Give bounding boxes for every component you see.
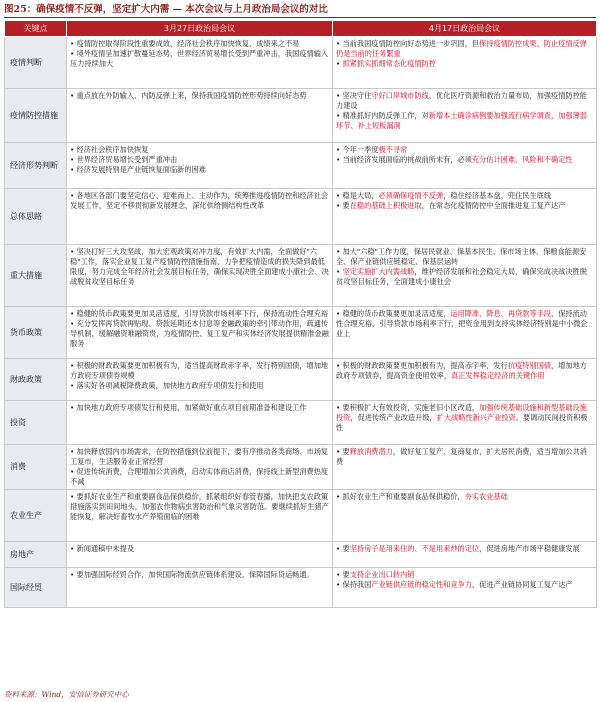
row-key-cell: 房地产 <box>5 542 67 568</box>
table-row <box>5 568 597 608</box>
april-bullet <box>336 59 593 69</box>
highlighted-text: 新增本土确诊病例要加强流行病学调查，加强薄弱环节、补上短板漏洞 <box>336 111 587 130</box>
column-header-key: 关键点 <box>5 21 67 37</box>
march-bullet: • 经济发展特别是产业链恢复面临新的困难 <box>70 165 329 175</box>
row-key-cell: 农业生产 <box>5 490 67 542</box>
highlighted-text: 释放消费潜力 <box>349 447 393 456</box>
body-text: 保持我国 <box>342 580 372 589</box>
table-row <box>5 359 597 401</box>
body-text: 当前我国疫情防控向好态势进一步巩固，但 <box>342 39 480 48</box>
row-key-cell: 总体思路 <box>5 189 67 245</box>
april-cell <box>333 542 597 568</box>
row-key-cell: 疫情判断 <box>5 37 67 89</box>
highlighted-text: 坚定实施扩大内需战略 <box>342 267 415 276</box>
april-bullet <box>336 191 593 201</box>
highlighted-text: 夯实农业基础 <box>464 492 508 501</box>
body-text: 加大"六稳"工作力度，保居民就业、保基本民生、保市场主体、保粮食能源安全、保产业链供应链稳定、保基层运转 <box>336 247 587 266</box>
march-bullet: • 世界经济贸易增长受到严重冲击 <box>70 155 329 165</box>
body-text: ，优化医疗资源和救治力量布局，加强疫情防控能力建设 <box>336 91 587 110</box>
highlighted-text: 扩大战略性新兴产业投资 <box>436 413 516 422</box>
highlighted-text: 抗疫特别国债 <box>507 361 551 370</box>
march-bullet: • 要加强国际经贸合作，加快国际物流供应链体系建设，保障国际货运畅通。 <box>70 570 329 580</box>
table-row <box>5 490 597 542</box>
body-text: 要 <box>342 201 350 210</box>
highlighted-text: 运用降准、降息、再贷款等手段 <box>450 309 551 318</box>
row-key-cell: 消费 <box>5 445 67 490</box>
april-bullet <box>336 447 593 467</box>
april-bullet <box>336 403 593 433</box>
april-cell <box>333 189 597 245</box>
march-bullet: • 充分发挥再贷款再贴现、贷款延期还本付息等金融政策的牵引带动作用，疏通传导机制，缓解融资难融资贵，为疫情防控、复工复产和实体经济发展提供精准金融服务 <box>70 319 329 349</box>
april-cell <box>333 143 597 189</box>
march-bullet: • 要抓好农业生产和重要副食品保供稳价，抓紧组织好春管春播，加快把支农政策措施落实到田间地头，加强农作物病虫害防治和气象灾害防范。要继续抓好生猪产能恢复，解决好畜牧水产养殖面临的困难 <box>70 492 329 522</box>
body-text: 当前经济发展面临的挑战前所未有，必须 <box>342 155 472 164</box>
april-bullet <box>336 361 593 381</box>
march-cell <box>67 490 333 542</box>
body-text: 要 <box>342 447 350 456</box>
body-text: 抓好农业生产和重要副食品保供稳价， <box>342 492 465 501</box>
row-key-cell: 财政政策 <box>5 359 67 401</box>
april-cell <box>333 401 597 445</box>
march-cell <box>67 143 333 189</box>
body-text: ，在常态化疫情防控中全面推进复工复产达产 <box>421 201 566 210</box>
table-row <box>5 307 597 359</box>
april-bullet <box>336 91 593 111</box>
body-text: 要 <box>342 570 350 579</box>
body-text: 要 <box>342 544 350 553</box>
body-text: 稳健的货币政策要更加灵活适度， <box>342 309 451 318</box>
april-cell <box>333 307 597 359</box>
table-body <box>5 37 597 608</box>
march-bullet: • 加快地方政府专项债发行和使用，加紧做好重点项目前期准备和建设工作 <box>70 403 329 413</box>
row-key-cell: 投资 <box>5 401 67 445</box>
march-bullet: • 经济社会秩序加快恢复 <box>70 145 329 155</box>
title-divider <box>4 17 596 18</box>
body-text: ，增加地方政府专项债券，提高资金使用效率， <box>336 361 587 380</box>
march-cell <box>67 359 333 401</box>
highlighted-text: 极不寻常 <box>378 145 408 154</box>
body-text: 。要调动民间投资积极性 <box>336 413 588 432</box>
march-bullet: • 坚决打好三大攻坚战，加大宏观政策对冲力度，有效扩大内需，全面做好"六稳"工作，落实企业复工复产疫情防控措施指南，力争把疫情造成的损失降到最低限度，努力完成全年经济社会发展目标任务，确保实现决胜全面建成小康社会、决战脱贫攻坚目标任务 <box>70 247 329 287</box>
table-row <box>5 89 597 143</box>
march-bullet: • 促进传统消费，合理增加公共消费，启动实体商店消费，保持线上新型消费热度不减 <box>70 467 329 487</box>
row-key-cell: 疫情防控措施 <box>5 89 67 143</box>
march-cell <box>67 89 333 143</box>
march-bullet: • 新闻通稿中未提及 <box>70 544 329 554</box>
april-cell <box>333 89 597 143</box>
table-row <box>5 542 597 568</box>
highlighted-text: 真正发挥稳定经济的关键作用 <box>451 371 545 380</box>
table-row <box>5 143 597 189</box>
body-text: ，促进产业链协同复工复产达产 <box>471 580 573 589</box>
body-text: 精准抓好内防反弹工作，对 <box>342 111 429 120</box>
body-text: ，促进传统产业改造升级， <box>350 413 437 422</box>
highlighted-text: 产业链供应链的稳定性和竞争力 <box>371 580 472 589</box>
april-bullet <box>336 309 593 339</box>
march-bullet: • 疫情防控取得阶段性重要成效，经济社会秩序加快恢复，成绩来之不易 <box>70 39 329 49</box>
body-text: ，稳住经济基本盘，兜住民生底线 <box>443 191 552 200</box>
march-bullet: • 重点放在外防输入、内防反弹上来，保持我国疫情防控形势持续向好态势 <box>70 91 329 101</box>
body-text: 稳是大局， <box>342 191 379 200</box>
column-header-april: 4月17日政治局会议 <box>333 21 597 37</box>
table-row <box>5 445 597 490</box>
april-cell <box>333 359 597 401</box>
highlighted-text: 抓紧抓实抓细常态化疫情防控 <box>342 59 436 68</box>
column-header-march: 3月27日政治局会议 <box>67 21 333 37</box>
body-text: ，促进房地产市场平稳健康发展 <box>479 544 580 553</box>
march-cell <box>67 445 333 490</box>
march-cell <box>67 37 333 89</box>
body-text: 今年一季度 <box>342 145 379 154</box>
highlighted-text: 保持疫情防控成果、防止疫情反弹仍是当前的任务繁重 <box>336 39 587 58</box>
highlighted-text: 充分估计困难、风险和不确定性 <box>471 155 573 164</box>
march-cell <box>67 307 333 359</box>
march-bullet: • 积极的财政政策要更加积极有为，适当提高财政赤字率，发行特别国债，增加地方政府专项债券规模 <box>70 361 329 381</box>
april-cell <box>333 568 597 608</box>
row-key-cell: 国际经贸 <box>5 568 67 608</box>
body-text: 坚决守住 <box>342 91 372 100</box>
march-cell <box>67 542 333 568</box>
row-key-cell: 重大措施 <box>5 245 67 307</box>
april-bullet <box>336 111 593 131</box>
highlighted-text: 必须确保疫情不反弹 <box>378 191 444 200</box>
body-text: 积极的财政政策要更加积极有为，提高赤字率，发行 <box>342 361 508 370</box>
april-cell <box>333 37 597 89</box>
march-bullet: • 加快释放国内市场需求，在防控措施到位前提下，要有序推动各类商场、市场复工复市，生活服务业正常经营 <box>70 447 329 467</box>
highlighted-text: 在稳的基础上积极进取 <box>349 201 422 210</box>
march-bullet: • 稳健的货币政策要更加灵活适度，引导贷款市场利率下行，保持流动性合理充裕 <box>70 309 329 319</box>
table-header-row <box>5 21 597 37</box>
april-bullet <box>336 39 593 59</box>
april-bullet <box>336 492 593 502</box>
april-bullet <box>336 570 593 580</box>
body-text: ，维护经济发展和社会稳定大局，确保完成决战决胜脱贫攻坚目标任务，全面建成小康社会 <box>336 267 587 286</box>
body-text: ，做好复工复产、复商复市，扩大居民消费，适当增加公共消费 <box>336 447 587 466</box>
march-bullet: • 落实好各项减税降费政策，加快地方政府专项债发行和使用 <box>70 381 329 391</box>
row-key-cell: 货币政策 <box>5 307 67 359</box>
table-row <box>5 37 597 89</box>
figure-title: 图25：确保疫情不反弹，坚定扩大内需 — 本次会议与上月政治局会议的对比 <box>4 4 328 15</box>
march-cell <box>67 568 333 608</box>
march-cell <box>67 189 333 245</box>
april-bullet <box>336 544 593 554</box>
april-bullet <box>336 201 593 211</box>
table-row <box>5 189 597 245</box>
march-bullet: • 境外疫情呈加速扩散蔓延态势，世界经济贸易增长受到严重冲击，我国疫情输入压力持续加大 <box>70 49 329 69</box>
april-bullet <box>336 155 593 165</box>
april-cell <box>333 245 597 307</box>
table-row <box>5 245 597 307</box>
march-cell <box>67 245 333 307</box>
body-text: 要积极扩大有效投资，实施老旧小区改造， <box>342 403 480 412</box>
highlighted-text: 守好口岸城市防线 <box>371 91 429 100</box>
april-bullet <box>336 580 593 590</box>
body-text: ，保持流动性合理充裕，引导贷款市场利率下行，把资金用到支持实体经济特别是中小微企业上 <box>336 309 588 338</box>
row-key-cell: 经济形势判断 <box>5 143 67 189</box>
highlighted-text: 坚持房子是用来住的、不是用来炒的定位 <box>349 544 480 553</box>
highlighted-text: 加强传统基础设施和新型基础设施投资 <box>336 403 587 422</box>
april-bullet <box>336 145 593 155</box>
april-cell <box>333 445 597 490</box>
highlighted-text: 支持企业出口转内销 <box>349 570 415 579</box>
table-row <box>5 401 597 445</box>
comparison-table <box>4 20 597 608</box>
april-bullet <box>336 267 593 287</box>
april-bullet <box>336 247 593 267</box>
source-note: 资料来源：Wind，安信证券研究中心 <box>4 690 129 699</box>
march-bullet: • 各地区各部门要坚定信心、迎难而上、主动作为，统筹推进疫情防控和经济社会发展工作，坚定不移贯彻新发展理念，深化供给侧结构性改革 <box>70 191 329 211</box>
march-cell <box>67 401 333 445</box>
april-cell <box>333 490 597 542</box>
